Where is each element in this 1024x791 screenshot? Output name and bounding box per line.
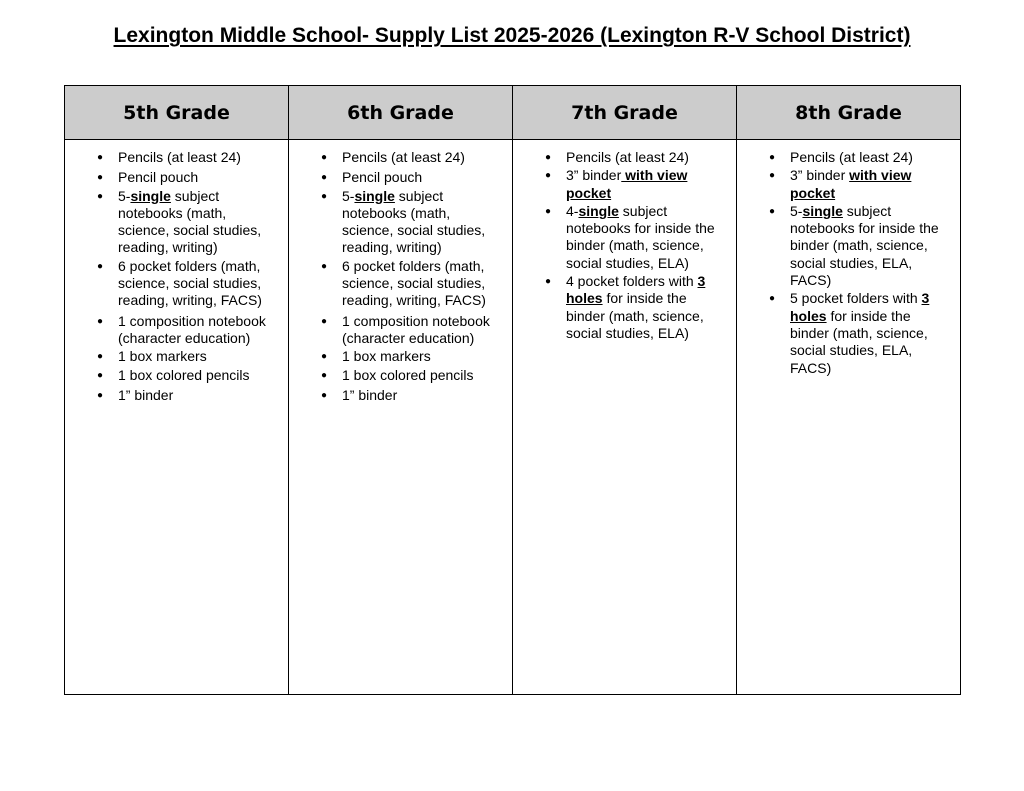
supply-item (545, 273, 722, 342)
supply-item (97, 366, 274, 384)
grade-cell-7th (513, 140, 737, 695)
bullet-icon: ● (97, 152, 104, 163)
emphasized-text: with view pocket (790, 167, 912, 201)
grade-header-5th: 5th Grade (65, 86, 289, 140)
supply-item (769, 202, 946, 289)
grade-header-6th: 6th Grade (289, 86, 513, 140)
bullet-icon: ● (321, 190, 328, 202)
bullet-icon: ● (769, 170, 776, 182)
bullet-icon: ● (321, 351, 328, 363)
supply-list-5th (65, 140, 288, 404)
bullet-icon: ● (545, 170, 552, 182)
supply-item (321, 386, 498, 404)
supply-item (97, 312, 274, 348)
supply-item (321, 169, 498, 186)
bullet-icon: ● (769, 152, 776, 163)
supply-item (545, 149, 722, 166)
grade-cell-6th (289, 140, 513, 695)
item-text: 3” binder (566, 167, 622, 184)
supply-list-table (64, 85, 961, 695)
bullet-icon: ● (97, 260, 104, 272)
bullet-icon: ● (321, 389, 328, 401)
item-text: Pencil pouch (118, 169, 199, 186)
grade-cell-5th (65, 140, 289, 695)
item-text: 5- (118, 187, 131, 204)
item-text: 1 box markers (118, 348, 207, 365)
item-text: 5- (342, 187, 355, 204)
emphasized-text: 3 holes (566, 273, 706, 307)
supply-row (65, 140, 961, 695)
item-text: subject notebooks for inside the binder (math, science, social studies, ELA, FACS) (790, 202, 939, 289)
emphasized-text: single (354, 187, 395, 204)
item-text: subject notebooks for inside the binder (math, science, social studies, ELA) (566, 202, 715, 271)
item-text: for inside the binder (math, science, social studies, ELA, FACS) (790, 307, 928, 376)
supply-item (97, 169, 274, 186)
item-text: 5 pocket folders with (790, 290, 922, 307)
supply-item (321, 312, 498, 348)
supply-item (321, 149, 498, 166)
supply-item (97, 187, 274, 257)
item-text: 5- (790, 202, 803, 219)
bullet-icon: ● (97, 389, 104, 401)
bullet-icon: ● (97, 315, 104, 327)
bullet-icon: ● (321, 152, 328, 163)
item-text: 1 box markers (342, 348, 431, 365)
bullet-icon: ● (97, 351, 104, 363)
grade-header-7th: 7th Grade (513, 86, 737, 140)
bullet-icon: ● (769, 205, 776, 217)
supply-item (321, 366, 498, 384)
supply-list-6th (289, 140, 512, 404)
item-text: 1” binder (342, 386, 398, 403)
supply-list-7th (513, 140, 736, 342)
bullet-icon: ● (97, 172, 104, 184)
item-text: for inside the binder (math, science, social studies, ELA) (566, 290, 704, 341)
item-text: 4 pocket folders with (566, 273, 698, 290)
supply-item (769, 149, 946, 166)
grade-header-8th: 8th Grade (737, 86, 961, 140)
item-text: subject notebooks (math, science, social studies, reading, writing) (342, 187, 486, 256)
item-text: 3” binder (790, 167, 850, 184)
bullet-icon: ● (97, 369, 104, 381)
item-text: Pencils (at least 24) (342, 149, 465, 165)
supply-item (545, 167, 722, 202)
bullet-icon: ● (769, 293, 776, 305)
item-text: Pencils (at least 24) (790, 149, 913, 165)
bullet-icon: ● (97, 190, 104, 202)
item-text: 1 composition notebook (character education) (342, 312, 490, 346)
supply-list-8th (737, 140, 960, 377)
emphasized-text: with view pocket (566, 167, 688, 201)
item-text: subject notebooks (math, science, social studies, reading, writing) (118, 187, 262, 256)
supply-item (545, 202, 722, 272)
item-text: 6 pocket folders (math, science, social studies, reading, writing, FACS) (342, 257, 486, 309)
item-text: 1 box colored pencils (342, 366, 474, 383)
emphasized-text: 3 holes (790, 290, 930, 324)
item-text: Pencil pouch (342, 169, 423, 186)
grade-cell-8th (737, 140, 961, 695)
bullet-icon: ● (545, 152, 552, 163)
supply-item (769, 290, 946, 376)
supply-item (321, 187, 498, 257)
emphasized-text: single (802, 202, 843, 219)
supply-item (321, 348, 498, 365)
item-text: Pencils (at least 24) (566, 149, 689, 165)
item-text: Pencils (at least 24) (118, 149, 241, 165)
supply-item (97, 348, 274, 365)
supply-item (321, 257, 498, 310)
item-text: 4- (566, 202, 579, 219)
bullet-icon: ● (545, 276, 552, 288)
supply-item (769, 167, 946, 202)
emphasized-text: single (578, 202, 619, 219)
bullet-icon: ● (321, 260, 328, 272)
bullet-icon: ● (321, 315, 328, 327)
bullet-icon: ● (321, 369, 328, 381)
supply-item (97, 257, 274, 310)
item-text: 1 box colored pencils (118, 366, 250, 383)
item-text: 1 composition notebook (character education) (118, 312, 266, 346)
item-text: 6 pocket folders (math, science, social studies, reading, writing, FACS) (118, 257, 262, 309)
page-title: Lexington Middle School- Supply List 2025-2026 (Lexington R-V School District) (113, 24, 911, 47)
bullet-icon: ● (545, 205, 552, 217)
item-text: 1” binder (118, 386, 174, 403)
supply-item (97, 149, 274, 166)
grade-header-row (65, 86, 961, 140)
emphasized-text: single (130, 187, 171, 204)
supply-item (97, 386, 274, 404)
bullet-icon: ● (321, 172, 328, 184)
